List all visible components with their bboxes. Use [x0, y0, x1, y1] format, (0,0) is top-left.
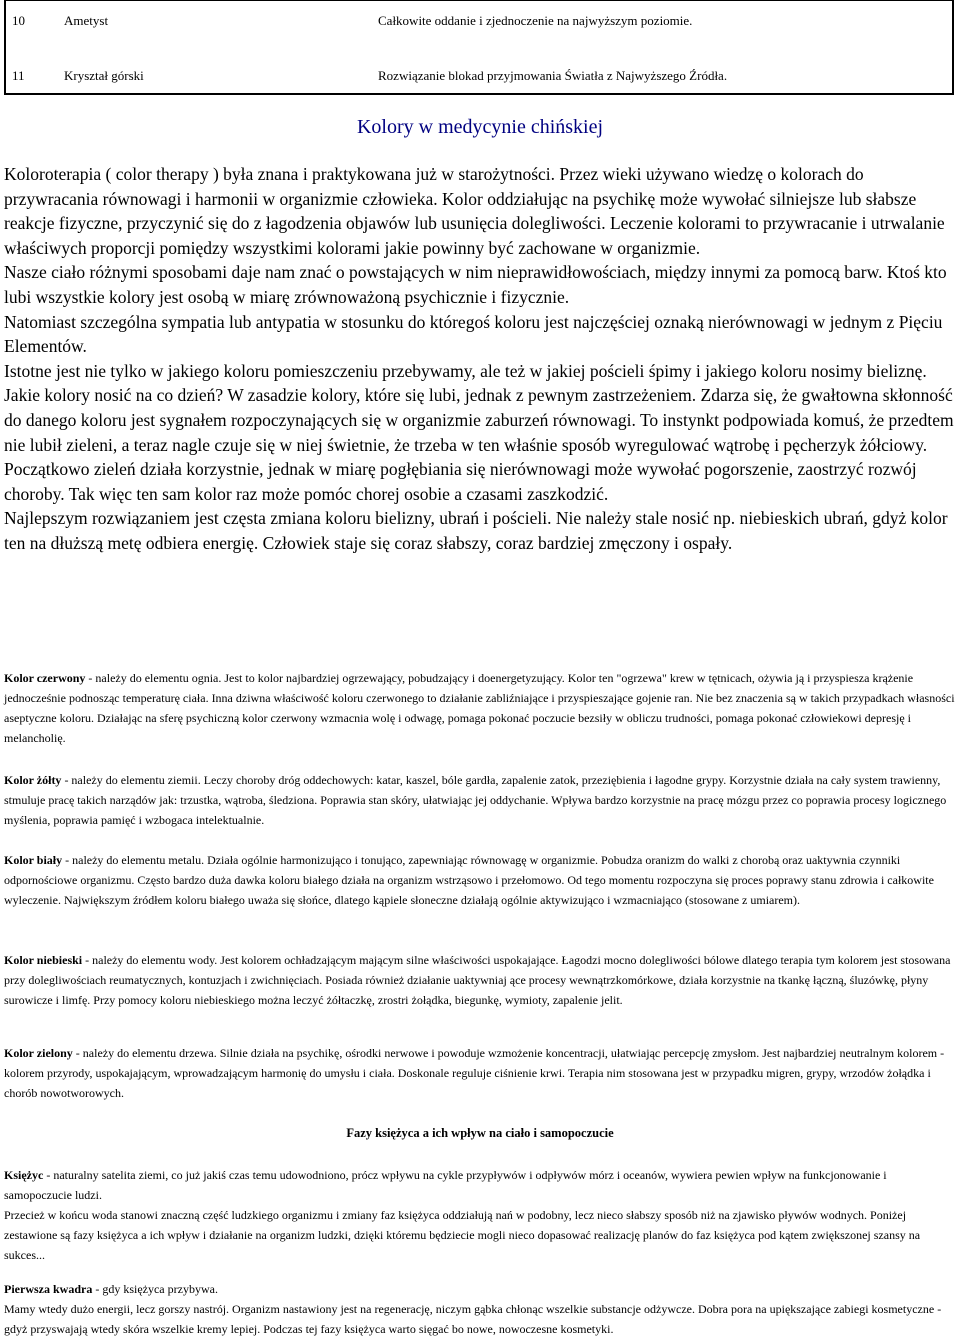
color-description: - należy do elementu drzewa. Silnie działa na psychikę, ośrodki nerwowe i powoduje wzmożenie koncentracji, ułatwiając percepcję zmysłom. Jest najbardziej neutralnym kolorem - kolorem przyrody, uspokajającym, wprowadzającym harmonię do umysłu i ciała. Doskonale reguluje ciśnienie krwi. Terapia nim stosowana jest w przypadku migren, grypy, wrzodów żołądka i chorób nowotworowych.: [4, 1046, 945, 1100]
color-description: - należy do elementu ziemii. Leczy choroby dróg oddechowych: katar, kaszel, bóle gardła, zapalenie zatok, przeziębienia i łagodne grypy. Korzystnie działa na cały system trawienny, stmuluje pracę takich narządów jak: trzustka, wątroba, śledziona. Poprawia stan skóry, ułatwiając jej oddychanie. Wpływa bardzo korzystnie na pracę mózgu przez co poprawia procesy logicznego myślenia, poprawia pamięć i wzbogaca intelektualnie.: [4, 773, 947, 827]
color-description: - należy do elementu ognia. Jest to kolor najbardziej ogrzewający, pobudzający i doenergetyzujący. Kolor ten "ogrzewa" krew w tętnicach, ożywia ją i przyspiesza krążenie jednocześnie podnosząc temperaturę ciała. Inna dziwna właściwość koloru czerwonego to działanie zabliźniające i przyspieszające gojenie ran. Nie bez znaczenia są w takich przypadkach własności aseptyczne koloru. Działając na sferę psychiczną kolor czerwony wzmacnia wolę i odwagę, pomaga pokonać poczucie bezsiły w obliczu trudności, pomaga pokonać człowiekowi depresję i melancholię.: [4, 671, 955, 745]
color-label: Kolor zielony: [4, 1046, 73, 1060]
moon-intro: [4, 1165, 956, 1265]
stones-table: [4, 0, 954, 95]
color-white-section: [4, 850, 956, 910]
phase-label: Pierwsza kwadra: [4, 1282, 93, 1296]
color-yellow-section: [4, 770, 956, 830]
stone-description: Rozwiązanie blokad przyjmowania Światła z Najwyższego Źródła.: [378, 68, 728, 83]
color-label: Kolor żółty: [4, 773, 62, 787]
row-number: 11: [12, 68, 25, 83]
paragraph: Natomiast szczególna sympatia lub antypatia w stosunku do któregoś koloru jest najczęściej oznaką nierównowagi w jednym z Pięciu Elementów.: [4, 311, 943, 357]
color-description: - należy do elementu wody. Jest kolorem ochładzającym mającym silne właściwości uspokajające. Łagodzi mocno dolegliwości bólowe dlatego terapia tym kolorem jest stosowana przy dolegliwościach reumatycznych, kontuzjach i zwichnięciach. Posiada również działanie uaktywniaj ące procesy wewnątrzkomórkowe, działa korzystnie na tkankę łączną, śluzówkę, płyny surowicze i limfę. Przy pomocy koloru niebieskiego można leczyć żółtaczkę, zrostri żołądka, biegunkę, wymioty, zapalenie jelit.: [4, 953, 951, 1007]
page-title: Kolory w medycynie chińskiej: [356, 116, 604, 138]
stone-name: Kryształ górski: [64, 68, 144, 83]
phase-description: - gdy księżyca przybywa.: [92, 1282, 218, 1296]
moon-section-title: Fazy księżyca a ich wpływ na ciało i samopoczucie: [346, 1126, 614, 1140]
moon-description-2: Przecież w końcu woda stanowi znaczną część ludzkiego organizmu i zmiany faz księżyca oddziałują nań w podobny, lecz nieco słabszy sposób niż na zjawisko pływów wodnych. Poniżej zestawione są fazy księżyca a ich wpływ i działanie na organizm ludzki, dzięki któremu będziecie mogli nieco dopasować realizację planów do faz księżyca pod kątem zwiększonej szansy na sukces...: [4, 1208, 921, 1262]
stone-description: Całkowite oddanie i zjednoczenie na najwyższym poziomie.: [378, 13, 693, 28]
color-red-section: [4, 668, 956, 748]
paragraph: Istotne jest nie tylko w jakiego koloru pomieszczeniu przebywamy, ale też w jakiej pościeli śpimy i jakiego koloru nosimy bieliznę. Jakie kolory nosić na co dzień? W zasadzie kolory, które się lubi, jednak z pewnym zastrzeżeniem. Zdarza się, że gwałtowna skłonność do danego koloru jest sygnałem rozpoczynających się w organizmie zaburzeń równowagi. To instynkt podpowiada komuś, że przedtem nie lubił zieleni, a teraz nagle czuje się w niej świetnie, że trzeba w ten właśnie sposób wyregulować wątrobę i pęcherzyk żółciowy. Początkowo zieleń działa korzystnie, jednak w miarę pogłębiania się nierównowagi może wywołać pogorszenie, zaostrzyć rozwój choroby. Tak więc ten sam kolor raz może pomóc chorej osobie a czasami zaszkodzić.: [4, 360, 954, 504]
paragraph: Nasze ciało różnymi sposobami daje nam znać o powstających w nim nieprawidłowościach, między innymi za pomocą barw. Ktoś kto lubi wszystkie kolory jest osobą w miarę zrównoważoną psychicznie i fizycznie.: [4, 262, 947, 307]
color-green-section: [4, 1043, 956, 1103]
first-quarter-section: [4, 1279, 956, 1339]
color-blue-section: [4, 950, 956, 1010]
moon-description: - naturalny satelita ziemi, co już jakiś czas temu udowodniono, prócz wpływu na cykle przypływów i odpływów mórz i oceanów, wywiera pewien wpływ na funkcjonowanie i samopoczucie ludzi.: [4, 1168, 887, 1202]
color-description: - należy do elementu metalu. Działa ogólnie harmonizująco i tonująco, zapewniając równowagę w organizmie. Pobudza oranizm do walki z chorobą oraz uaktywnia czynniki odpornościowe organizmu. Często bardzo duża dawka koloru białego działa na organizm wstrząsowo i przełomowo. Od tego momentu rozpoczyna się proces poprawy stanu zdrowia i całkowite wyleczenie. Największym źródłem koloru białego uważa się słońce, dlatego kąpiele słoneczne działają ogólnie aktywizująco i wzmacniająco (stosowane z umiarem).: [4, 853, 934, 907]
moon-label: Księżyc: [4, 1168, 44, 1182]
row-number: 10: [12, 13, 25, 28]
color-label: Kolor czerwony: [4, 671, 86, 685]
phase-details: Mamy wtedy dużo energii, lecz gorszy nastrój. Organizm nastawiony jest na regenerację, niczym gąbka chłonąc wszelkie substancje odżywcze. Dobra pora na upiększające zabiegi kosmetyczne - gdyż przyswajają wtedy skóra wszelkie kremy lepiej. Podczas tej fazy księżyca warto sięgać bo nowe, nowoczesne kosmetyki.: [4, 1302, 942, 1336]
stone-name: Ametyst: [64, 13, 109, 28]
intro-text: [4, 162, 954, 556]
color-label: Kolor biały: [4, 853, 63, 867]
paragraph: Koloroterapia ( color therapy ) była znana i praktykowana już w starożytności. Przez wieki używano wiedzę o kolorach do przywracania równowagi i harmonii w organizmie człowieka. Kolor oddziałując na psychikę może wywołać silniejsze lub słabsze reakcje fizyczne, przyczynić się do z łagodzenia objawów lub usunięcia dolegliwości. Leczenie kolorami to przywracanie i utrwalanie właściwych proporcji pomiędzy wszystkimi kolorami jakie powinny być zachowane w organizmie.: [4, 164, 945, 258]
paragraph: Najlepszym rozwiązaniem jest częsta zmiana koloru bielizny, ubrań i pościeli. Nie należy stale nosić np. niebieskich ubrań, gdyż kolor ten na dłuższą metę odbiera energię. Człowiek staje się coraz słabszy, coraz bardziej zmęczony i ospały.: [4, 508, 948, 553]
color-label: Kolor niebieski: [4, 953, 83, 967]
